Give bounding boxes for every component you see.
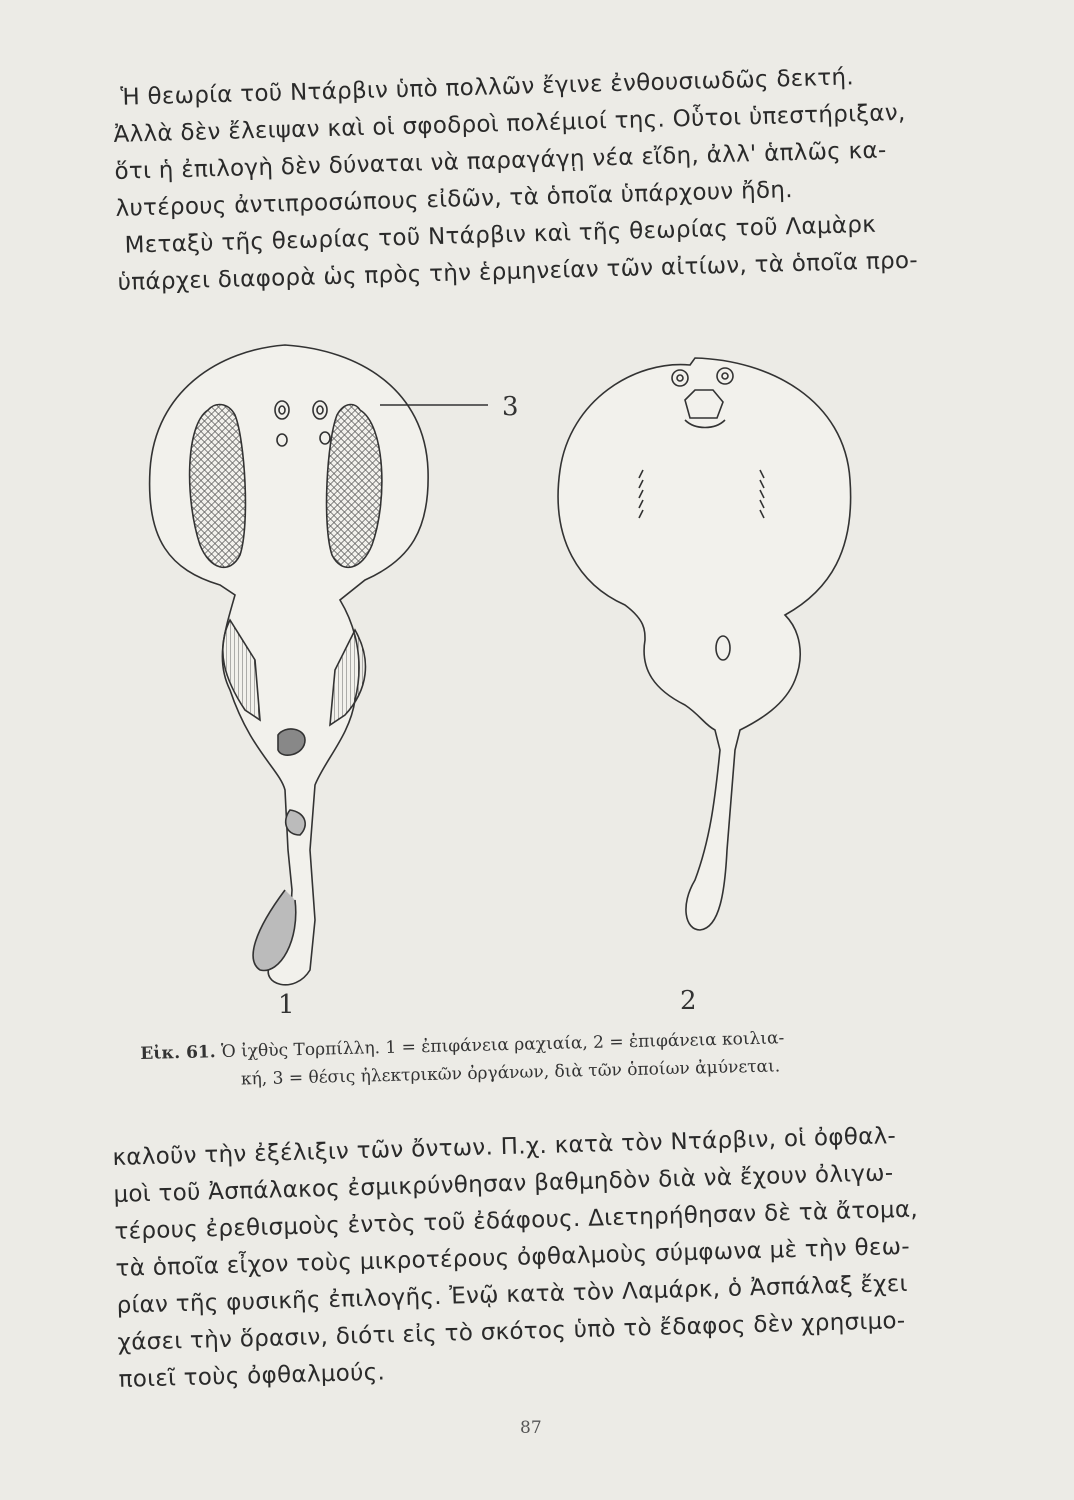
figure-label-2: 2 — [680, 986, 697, 1016]
figure-caption — [140, 1021, 921, 1096]
text-line: τέρους ἐρεθισμοὺς ἐντὸς τοῦ ἐδάφους. Διετηρήθησαν δὲ τὰ ἄτομα, — [114, 1196, 919, 1245]
text-line: καλοῦν τὴν ἐξέλιξιν τῶν ὄντων. Π.χ. κατὰ τὸν Ντάρβιν, οἱ ὀφθαλ- — [112, 1123, 897, 1171]
torpedo-fish-figure — [110, 330, 960, 1030]
text-line: μοὶ τοῦ Ἀσπάλακος ἐσμικρύνθησαν βαθμηδὸν διὰ νὰ ἔχουν ὀλιγω- — [113, 1160, 894, 1208]
caption-line-1: Ὁ ἰχθὺς Τορπίλλη. 1 = ἐπιφάνεια ραχιαία, 2 = ἐπιφάνεια κοιλια- — [220, 1028, 785, 1063]
figure-label-3: 3 — [502, 392, 519, 422]
fish-illustration — [110, 330, 960, 1030]
text-line: χάσει τὴν ὅρασιν, διότι εἰς τὸ σκότος ὑπὸ τὸ ἔδαφος δὲν χρησιμο- — [117, 1307, 906, 1356]
fish-dorsal-drawing — [150, 345, 488, 985]
text-line: ποιεῖ τοὺς ὀφθαλμούς. — [118, 1359, 386, 1393]
text-line: ρίαν τῆς φυσικῆς ἐπιλογῆς. Ἐνῷ κατὰ τὸν Λαμάρκ, ὁ Ἀσπάλαξ ἔχει — [116, 1270, 908, 1319]
text-line: Ἡ θεωρία τοῦ Ντάρβιν ὑπὸ πολλῶν ἔγινε ἐνθουσιωδῶς δεκτή. — [120, 64, 855, 111]
text-line: ὅτι ἡ ἐπιλογὴ δὲν δύναται νὰ παραγάγῃ νέα εἴδη, ἀλλ' ἁπλῶς κα- — [114, 137, 887, 185]
page-number: 87 — [520, 1418, 542, 1438]
caption-line-2: κή, 3 = θέσις ἠλεκτρικῶν ὀργάνων, διὰ τῶν ὁποίων ἀμύνεται. — [240, 1056, 781, 1090]
top-text — [112, 56, 968, 302]
bottom-text — [112, 1116, 969, 1399]
text-line: Ἀλλὰ δὲν ἔλειψαν καὶ οἱ σφοδροὶ πολέμιοί της. Οὗτοι ὑπεστήριξαν, — [113, 99, 906, 148]
text-line: λυτέρους ἀντιπροσώπους εἰδῶν, τὰ ὁποῖα ὑπάρχουν ἤδη. — [115, 177, 794, 222]
text-line: Μεταξὺ τῆς θεωρίας τοῦ Ντάρβιν καὶ τῆς θεωρίας τοῦ Λαμὰρκ — [124, 211, 877, 259]
text-line: ὑπάρχει διαφορὰ ὡς πρὸς τὴν ἑρμηνείαν τῶν αἰτίων, τὰ ὁποῖα προ- — [117, 247, 919, 296]
figure-label-1: 1 — [278, 990, 295, 1020]
fish-ventral-drawing — [558, 358, 851, 930]
text-line: τὰ ὁποῖα εἶχον τοὺς μικροτέρους ὀφθαλμοὺς σύμφωνα μὲ τὴν θεω- — [115, 1233, 911, 1282]
caption-prefix: Εἰκ. 61. — [140, 1042, 216, 1064]
